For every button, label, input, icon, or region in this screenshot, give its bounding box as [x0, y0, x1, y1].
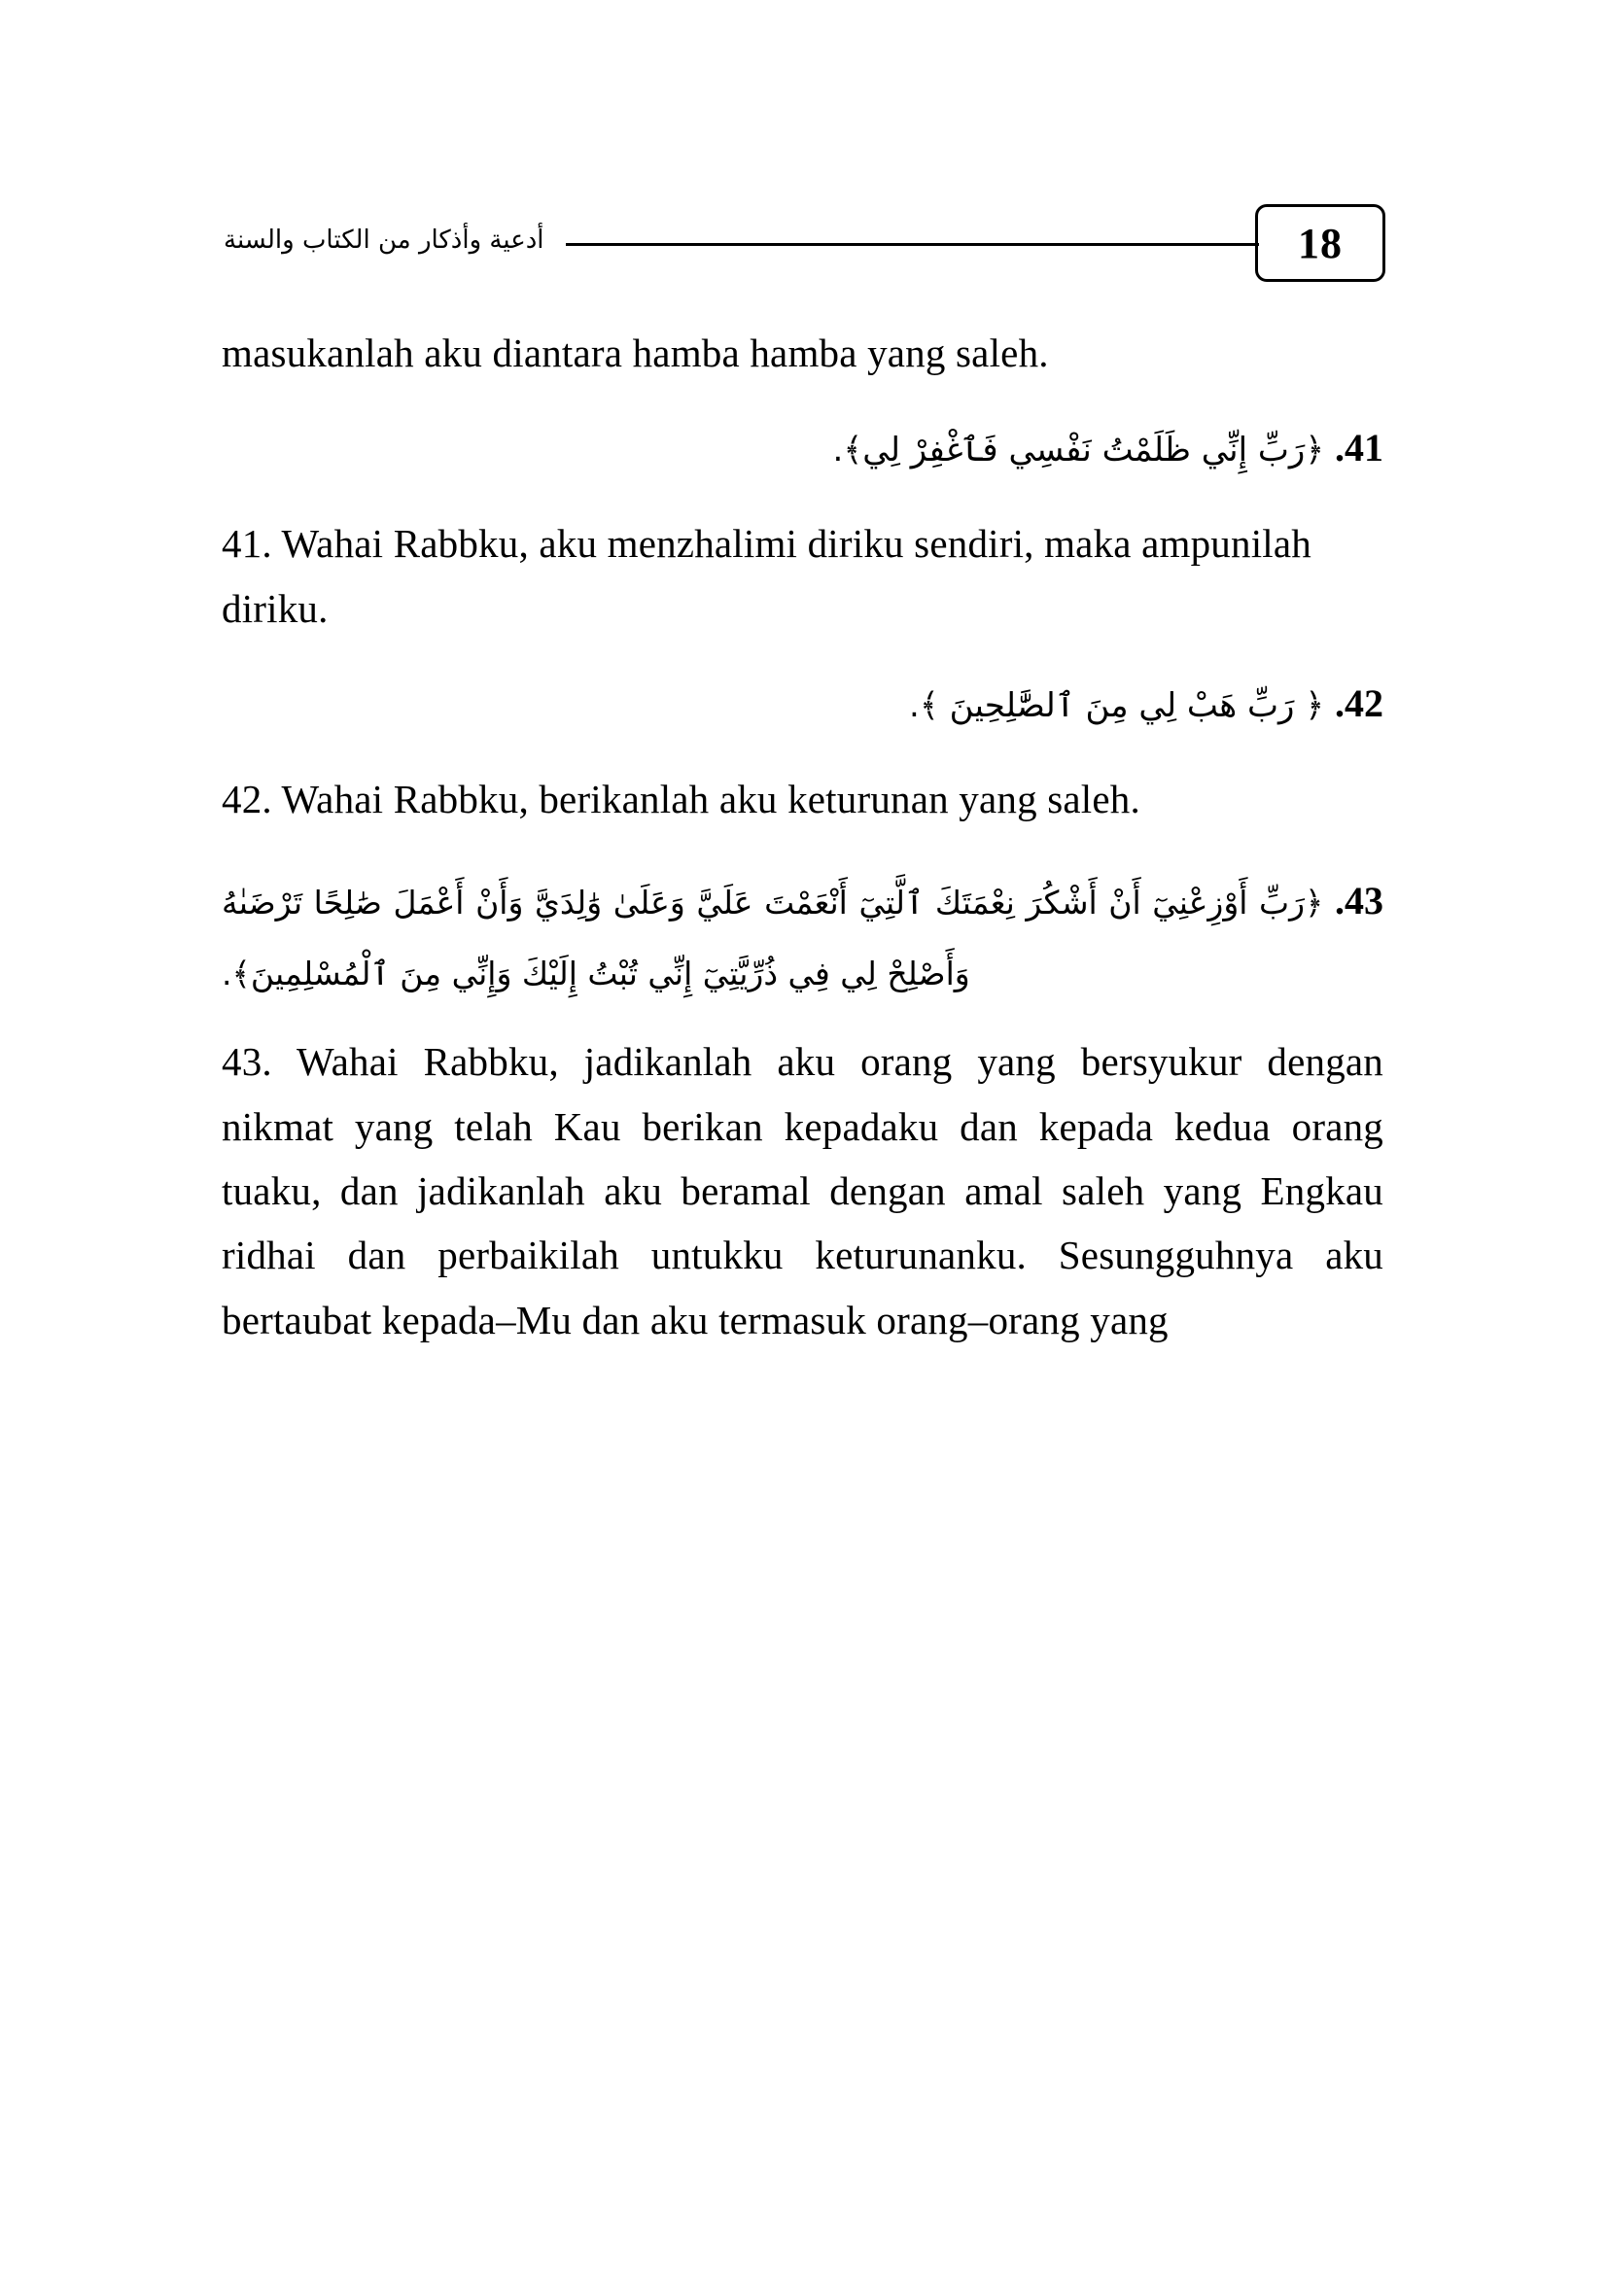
ayah-42-arabic — [222, 666, 1383, 742]
ayah-43-number: 43. — [1334, 878, 1383, 922]
ayah-41-arabic — [222, 410, 1383, 486]
ayah-43-arabic-text: ﴿رَبِّ أَوْزِعْنِيٓ أَنْ أَشْكُرَ نِعْمَتَكَ ٱلَّتِيٓ أَنْعَمْتَ عَلَيَّ وَعَلَىٰ وَٰلِدَيَّ وَأَنْ أَعْمَلَ صَٰلِحًا تَرْضَىٰهُ وَأَصْلِحْ لِي فِي ذُرِّيَّتِيٓ إِنِّي تُبْتُ إِلَيْكَ وَإِنِّي مِنَ ٱلْمُسْلِمِينَ﴾. — [222, 883, 1324, 992]
ayah-42-number: 42. — [1335, 681, 1383, 726]
header-divider-rule — [566, 243, 1259, 246]
ayah-41-arabic-text: ﴿رَبِّ إِنِّي ظَلَمْتُ نَفْسِي فَٱغْفِرْ لِي﴾. — [832, 431, 1325, 470]
continuation-paragraph: masukanlah aku diantara hamba hamba yang saleh. — [222, 330, 1049, 375]
page-header — [224, 199, 1385, 287]
page-content — [222, 321, 1383, 1358]
ayah-43-arabic — [222, 861, 1383, 1007]
page-number: 18 — [1255, 204, 1385, 282]
ayah-41-translation: 41. Wahai Rabbku, aku menzhalimi diriku sendiri, maka ampunilah diriku. — [222, 521, 1311, 631]
header-arabic-title: أدعية وأذكار من الكتاب والسنة — [224, 226, 544, 255]
ayah-42-translation: 42. Wahai Rabbku, berikanlah aku keturunan yang saleh. — [222, 777, 1140, 822]
ayah-42-arabic-text: ﴿ رَبِّ هَبْ لِي مِنَ ٱلصَّٰلِحِينَ ﴾. — [909, 686, 1325, 726]
ayah-43-translation: 43. Wahai Rabbku, jadikanlah aku orang yang bersyukur dengan nikmat yang telah Kau berikan kepadaku dan kepada kedua orang tuaku, dan jadikanlah aku beramal dengan amal saleh yang Engkau ridhai dan perbaikilah untukku keturunanku. Sesungguhnya aku bertaubat kepada–Mu dan aku termasuk orang–orang yang — [222, 1039, 1383, 1342]
ayah-41-number: 41. — [1335, 426, 1383, 470]
